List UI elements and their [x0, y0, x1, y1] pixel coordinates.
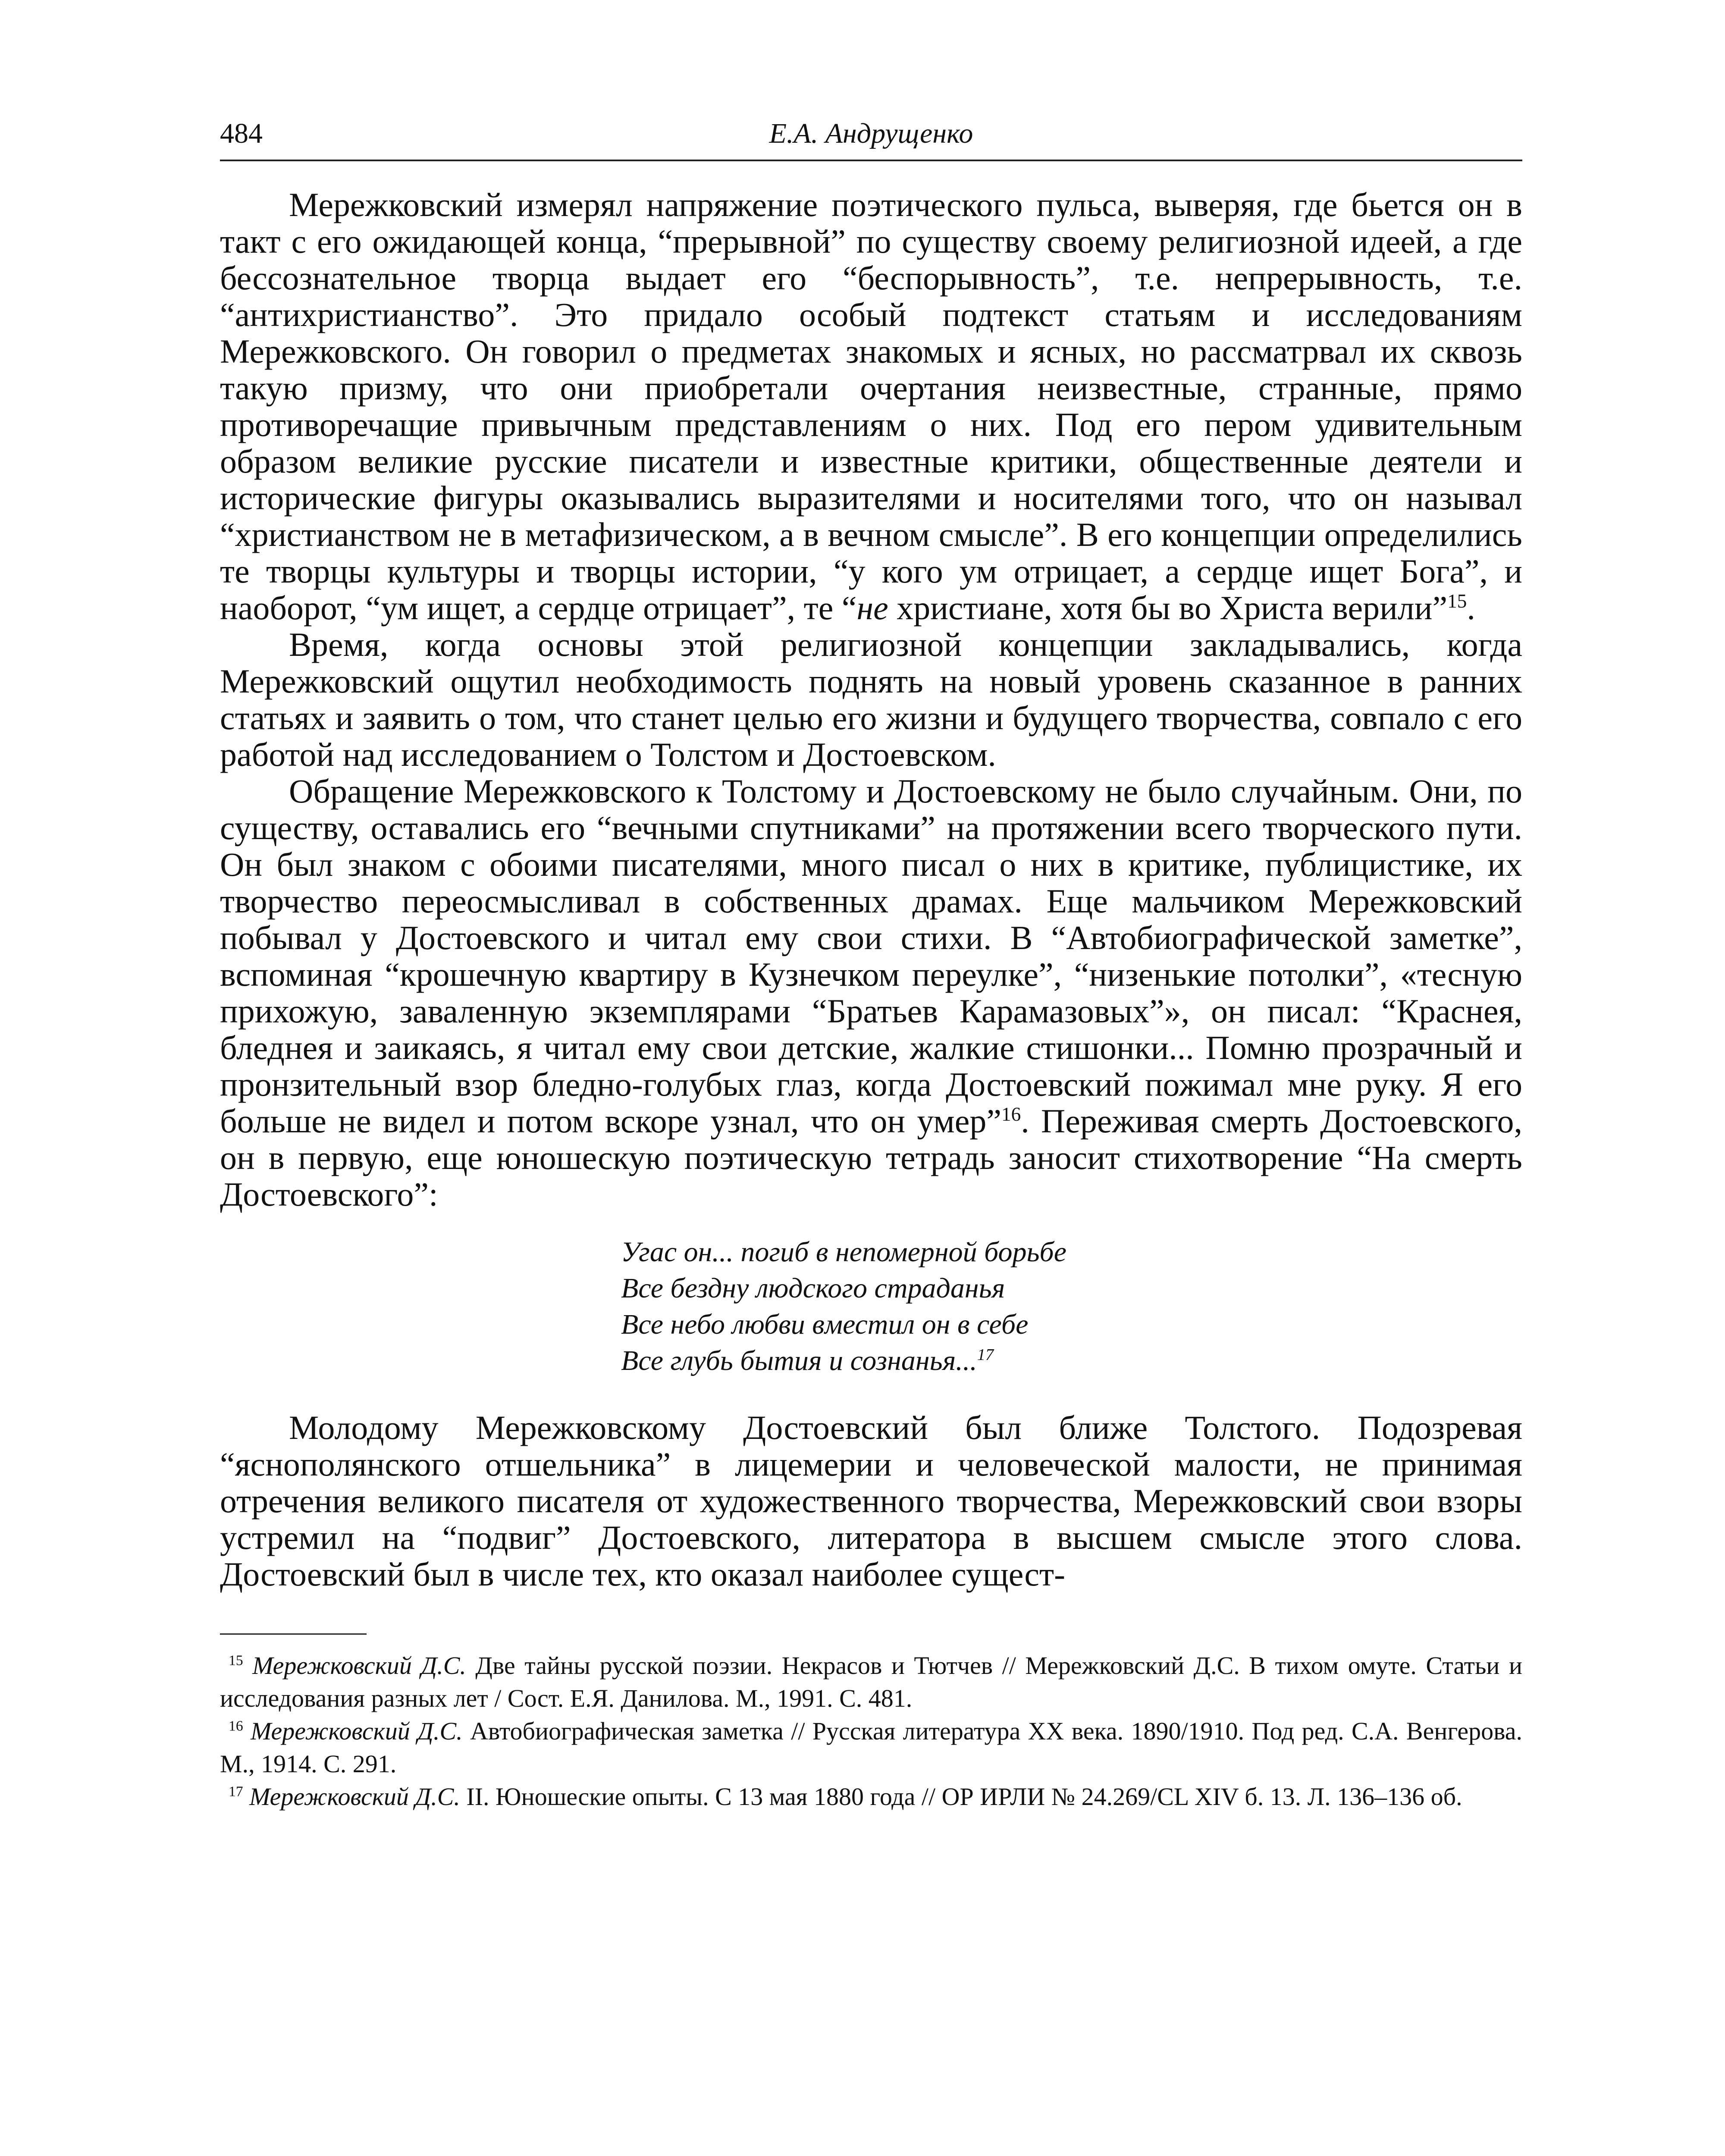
paragraph-4 — [220, 1409, 1522, 1592]
book-page — [220, 108, 1522, 2134]
footnote-number: 16 — [229, 1718, 243, 1734]
footnote-text: Две тайны русской поэзии. Некрасов и Тютчев // Мережковский Д.С. В тихом омуте. Статьи и исследования разных лет / Сост. Е.Я. Данилова. М., 1991. С. 481. — [220, 1651, 1522, 1712]
poem-line: Все небо любви вместил он в себе — [621, 1309, 1029, 1340]
paragraph-1 — [220, 186, 1522, 626]
footnote-ref-16: 16 — [1001, 1103, 1021, 1125]
paragraph-text: Молодому Мережковскому Достоевский был ближе Толстого. Подозревая “яснополянского отшельника” в лицемерии и человеческой малости, не принимая отречения великого писателя от художественного творчества, Мережковский свои взоры устремил на “подвиг” Достоевского, литератора в высшем смысле этого слова. Достоевский был в числе тех, кто оказал наиболее сущест- — [220, 1409, 1522, 1593]
footnote-15 — [220, 1649, 1522, 1715]
footnote-divider — [220, 1633, 367, 1635]
footnote-16 — [220, 1715, 1522, 1780]
paragraph-text: христиане, хотя бы во Христа верили” — [888, 589, 1448, 627]
paragraph-3 — [220, 773, 1522, 1213]
footnotes — [220, 1649, 1522, 1813]
poem-quote — [621, 1234, 1522, 1379]
footnote-author: Мережковский Д.С. — [251, 1717, 463, 1745]
footnote-author: Мережковский Д.С. — [249, 1783, 460, 1811]
poem-line — [621, 1343, 1522, 1379]
page-number: 484 — [220, 118, 263, 149]
paragraph-text: Обращение Мережковского к Толстому и Достоевскому не было случайным. Они, по существу, оставались его “вечными спутниками” на протяжении всего творческого пути. Он был знаком с обоими писателями, много писал о них в критике, публицистике, их творчество переосмысливал в собственных драмах. Еще мальчиком Мережковский побывал у Достоевского и читал ему свои стихи. В “Автобиографической заметке”, вспоминая “крошечную квартиру в Кузнечком переулке”, “низенькие потолки”, «тесную прихожую, заваленную экземплярами “Братьев Карамазовых”», он писал: “Краснея, бледнея и заикаясь, я читал ему свои детские, жалкие стишонки... Помню прозрачный и пронзительный взор бледно-голубых глаз, когда Достоевский пожимал мне руку. Я его больше не видел и потом вскоре узнал, что он умер” — [220, 772, 1522, 1140]
footnote-number: 17 — [229, 1783, 243, 1800]
main-text — [220, 186, 1522, 1592]
poem-line: Угас он... погиб в непомерной борьбе — [621, 1236, 1067, 1268]
paragraph-text: . Переживая смерть Достоевского, он в первую, еще юношескую поэтическую тетрадь заносит стихотворение “На смерть Достоевского”: — [220, 1102, 1523, 1213]
footnote-ref-17: 17 — [977, 1346, 994, 1364]
footnote-text: II. Юношеские опыты. С 13 мая 1880 года // ОР ИРЛИ № 24.269/CL XIV б. 13. Л. 136–136 об. — [460, 1783, 1462, 1811]
footnote-number: 15 — [229, 1652, 243, 1669]
running-head — [220, 108, 1522, 161]
footnote-ref-15: 15 — [1447, 590, 1467, 612]
paragraph-text: Мережковский измерял напряжение поэтического пульса, выверяя, где бьется он в такт с его ожидающей конца, “прерывной” по существу своему религиозной идеей, а где бессознательное творца выдает его “беспорывность”, т.е. непрерывность, т.е. “антихристианство”. Это придало особый подтекст статьям и исследованиям Мережковского. Он говорил о предметах знакомых и ясных, но рассматрвал их сквозь такую призму, что они приобретали очертания неизвестные, странные, прямо противоречащие привычным представлениям о них. Под его пером удивительным образом великие русские писатели и известные критики, общественные деятели и исторические фигуры оказывались выразителями и носителями того, что он называл “христианством не в метафизическом, а в вечном смысле”. В его концепции определились те творцы культуры и творцы истории, “у кого ум отрицает, а сердце ищет Бога”, и наоборот, “ум ищет, а сердце отрицает”, те “ — [220, 186, 1522, 627]
emphasis-text: не — [856, 589, 888, 627]
footnote-17 — [220, 1780, 1522, 1813]
paragraph-text: . — [1467, 589, 1475, 627]
footnote-author: Мережковский Д.С. — [252, 1651, 466, 1680]
running-title: Е.А. Андрущенко — [769, 118, 973, 149]
paragraph-2 — [220, 626, 1522, 773]
footnote-text: Автобиографическая заметка // Русская литература XX века. 1890/1910. Под ред. С.А. Венгерова. М., 1914. С. 291. — [220, 1717, 1523, 1778]
paragraph-text: Время, когда основы этой религиозной концепции закладывались, когда Мережковский ощутил необходимость поднять на новый уровень сказанное в ранних статьях и заявить о том, что станет целью его жизни и будущего творчества, совпало с его работой над исследованием о Толстом и Достоевском. — [220, 626, 1522, 773]
poem-line-text: Все глубь бытия и сознанья... — [621, 1345, 977, 1376]
poem-line: Все бездну людского страданья — [621, 1272, 1005, 1304]
